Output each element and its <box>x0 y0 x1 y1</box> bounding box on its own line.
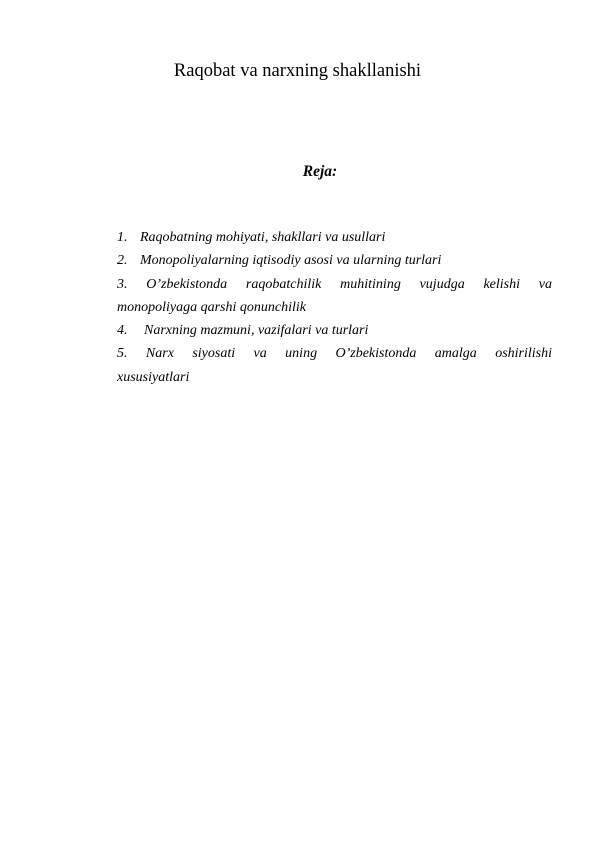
plan-item-text-line2: monopoliyaga qarshi qonunchilik <box>117 299 306 315</box>
plan-item-number: 5. <box>117 346 128 362</box>
plan-item-number: 4. <box>117 323 128 339</box>
plan-list <box>117 226 552 389</box>
plan-item-number: 3. <box>117 276 128 292</box>
plan-item-number: 2. <box>117 253 128 269</box>
plan-item-2 <box>117 249 552 272</box>
plan-item-text-line1: O’zbekistonda raqobatchilik muhitining vujudga kelishi va <box>146 276 553 292</box>
plan-item-first-line <box>117 273 552 296</box>
plan-item-1 <box>117 226 552 249</box>
plan-item-text: Monopoliyalarning iqtisodiy asosi va ularning turlari <box>140 253 442 269</box>
plan-item-text-line1: Narx siyosati va uning O’zbekistonda amalga oshirilishi <box>145 346 552 362</box>
plan-item-4 <box>117 319 552 342</box>
plan-item-text: Narxning mazmuni, vazifalari va turlari <box>144 323 369 339</box>
plan-item-text-line2: xususiyatlari <box>117 369 190 385</box>
plan-item-3 <box>117 273 552 320</box>
plan-item-text: Raqobatning mohiyati, shakllari va usullari <box>140 230 386 245</box>
plan-item-5 <box>117 342 552 389</box>
plan-item-number: 1. <box>117 230 128 245</box>
plan-heading: Reja: <box>302 163 338 180</box>
plan-item-first-line <box>117 342 552 365</box>
document-title: Raqobat va narxning shakllanishi <box>173 61 422 81</box>
